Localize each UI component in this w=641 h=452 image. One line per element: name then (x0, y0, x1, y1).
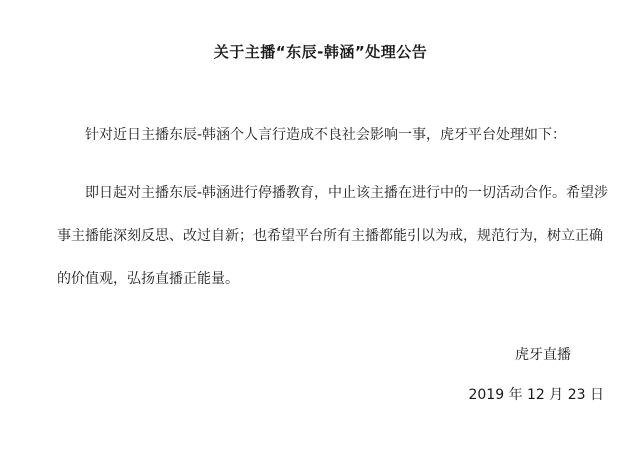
announcement-date: 2019 年 12 月 23 日 (468, 387, 604, 403)
paragraph-intro: 针对近日主播东辰-韩涵个人言行造成不良社会影响一事，虎牙平台处理如下： (85, 127, 567, 143)
announcement-title: 关于主播“东辰-韩涵”处理公告 (213, 43, 428, 61)
paragraph-decision: 即日起对主播东辰-韩涵进行停播教育，中止该主播在进行中的一切活动合作。希望涉事主播能深刻反思、改过自新；也希望平台所有主播都能引以为戒，规范行为，树立正确的价值观，弘扬直播正能量。 (57, 185, 609, 287)
signature: 虎牙直播 (515, 347, 571, 363)
